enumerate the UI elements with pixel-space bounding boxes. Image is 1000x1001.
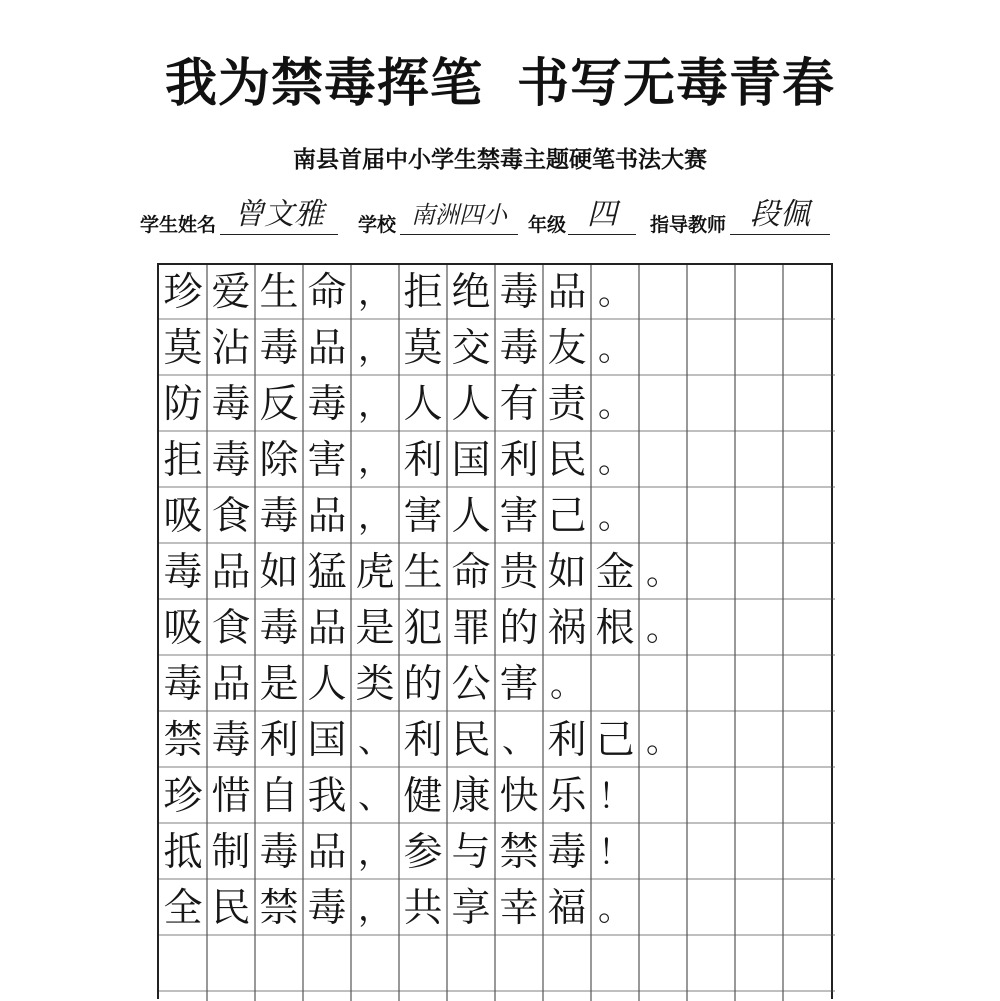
grid-character: 生 (259, 270, 299, 315)
grid-character: 人 (403, 382, 443, 427)
grid-character: 责 (547, 382, 587, 427)
grid-character: 防 (163, 382, 203, 427)
grid-character: 公 (451, 662, 491, 707)
grid-character: 己 (595, 718, 635, 763)
grid-character: 命 (451, 550, 491, 595)
grid-character: ， (358, 329, 392, 369)
grade-value: 四 (568, 196, 636, 235)
grid-character: ， (358, 497, 392, 537)
grid-character: 品 (307, 494, 347, 539)
grid-character: 利 (499, 438, 539, 483)
grid-character: 是 (259, 662, 299, 707)
grid-character: 品 (307, 606, 347, 651)
grid-character: 交 (451, 326, 491, 371)
grid-character: 珍 (163, 774, 203, 819)
grid-character: 猛 (307, 550, 347, 595)
grid-character: 害 (499, 494, 539, 539)
grid-character: 害 (499, 662, 539, 707)
writing-line (159, 769, 835, 825)
grid-character: 、 (358, 721, 392, 761)
grid-character: 。 (598, 889, 632, 929)
grid-character: 幸 (499, 886, 539, 931)
student-info-line (140, 196, 860, 240)
grid-character: 毒 (163, 662, 203, 707)
writing-line (159, 825, 835, 881)
grid-character: 健 (403, 774, 443, 819)
grid-character: 品 (211, 662, 251, 707)
grid-character: 民 (547, 438, 587, 483)
teacher-value: 段佩 (730, 196, 830, 235)
grid-character: 根 (595, 606, 635, 651)
grid-character: 有 (499, 382, 539, 427)
grid-character: 毒 (307, 382, 347, 427)
grid-character: 抵 (163, 830, 203, 875)
grid-character: 毒 (259, 494, 299, 539)
grid-character: 康 (451, 774, 491, 819)
name-value: 曾文雅 (220, 196, 338, 235)
grid-character: 。 (646, 721, 680, 761)
teacher-label: 指导教师 (650, 214, 727, 236)
grid-character: 拒 (403, 270, 443, 315)
grid-character: 毒 (211, 438, 251, 483)
grid-character: 品 (547, 270, 587, 315)
grid-character: 毒 (211, 718, 251, 763)
grid-character: ， (358, 833, 392, 873)
grid-character: 如 (547, 550, 587, 595)
grid-character: 祸 (547, 606, 587, 651)
grid-character: 虎 (355, 550, 395, 595)
grid-character: 禁 (163, 718, 203, 763)
grid-character: 反 (259, 382, 299, 427)
grid-character: 除 (259, 438, 299, 483)
grid-character: 莫 (403, 326, 443, 371)
grid-character: 如 (259, 550, 299, 595)
grid-character: 品 (211, 550, 251, 595)
grid-character: 利 (403, 718, 443, 763)
grid-character: 与 (451, 830, 491, 875)
grid-character: 人 (451, 382, 491, 427)
grid-character: 利 (259, 718, 299, 763)
grid-character: ！ (598, 777, 632, 817)
grid-character: 毒 (499, 270, 539, 315)
grid-character: 。 (646, 609, 680, 649)
grid-character: 乐 (547, 774, 587, 819)
grid-character: 、 (358, 777, 392, 817)
grid-character: 参 (403, 830, 443, 875)
grid-character: 禁 (259, 886, 299, 931)
grid-character: 害 (307, 438, 347, 483)
grid-character: 命 (307, 270, 347, 315)
grid-character: 毒 (259, 326, 299, 371)
grid-character: 人 (451, 494, 491, 539)
writing-grid (157, 263, 833, 999)
grid-character: 国 (451, 438, 491, 483)
writing-line (159, 601, 835, 657)
grid-character: 毒 (211, 382, 251, 427)
grid-character: 的 (403, 662, 443, 707)
grid-character: ！ (598, 833, 632, 873)
writing-line (159, 377, 835, 433)
grid-character: 。 (550, 665, 584, 705)
grid-character: 全 (163, 886, 203, 931)
grid-character: 品 (307, 326, 347, 371)
name-label: 学生姓名 (140, 214, 217, 236)
grid-character: 。 (598, 497, 632, 537)
writing-line (159, 545, 835, 601)
grid-character: 、 (502, 721, 536, 761)
grid-character: 民 (211, 886, 251, 931)
grid-character: ， (358, 385, 392, 425)
grid-character: 己 (547, 494, 587, 539)
writing-line (159, 881, 835, 937)
title-right: 书写无毒青春 (517, 54, 836, 114)
grid-character: 。 (598, 385, 632, 425)
grid-character: 类 (355, 662, 395, 707)
grid-character: 贵 (499, 550, 539, 595)
grid-character: 民 (451, 718, 491, 763)
writing-line (159, 657, 835, 713)
grid-character: ， (358, 441, 392, 481)
grid-character: 品 (307, 830, 347, 875)
grid-character: 吸 (163, 606, 203, 651)
grid-character: 拒 (163, 438, 203, 483)
writing-line (159, 433, 835, 489)
grid-character: 珍 (163, 270, 203, 315)
title-left: 我为禁毒挥笔 (164, 54, 483, 114)
grid-character: 食 (211, 606, 251, 651)
grid-character: 。 (598, 329, 632, 369)
grid-character: 人 (307, 662, 347, 707)
grid-character: 绝 (451, 270, 491, 315)
grid-character: 罪 (451, 606, 491, 651)
grid-character: 毒 (499, 326, 539, 371)
grid-character: 友 (547, 326, 587, 371)
school-label: 学校 (358, 214, 397, 236)
grid-character: 莫 (163, 326, 203, 371)
grid-character: 毒 (547, 830, 587, 875)
grid-character: 我 (307, 774, 347, 819)
grade-label: 年级 (528, 214, 567, 236)
grid-character: 。 (598, 273, 632, 313)
grid-character: 生 (403, 550, 443, 595)
grid-character: 利 (547, 718, 587, 763)
grid-character: 惜 (211, 774, 251, 819)
grid-character: 爱 (211, 270, 251, 315)
grid-character: 享 (451, 886, 491, 931)
grid-character: 的 (499, 606, 539, 651)
writing-line (159, 713, 835, 769)
contest-subtitle: 南县首届中小学生禁毒主题硬笔书法大赛 (293, 147, 707, 173)
grid-character: 利 (403, 438, 443, 483)
grid-character: 是 (355, 606, 395, 651)
grid-character: 。 (598, 441, 632, 481)
school-value: 南洲四小 (400, 196, 518, 235)
grid-character: 制 (211, 830, 251, 875)
writing-line (159, 321, 835, 377)
grid-character: 共 (403, 886, 443, 931)
grid-character: 害 (403, 494, 443, 539)
grid-character: 。 (646, 553, 680, 593)
grid-character: ， (358, 889, 392, 929)
grid-character: 犯 (403, 606, 443, 651)
grid-character: 毒 (259, 830, 299, 875)
grid-character: 禁 (499, 830, 539, 875)
grid-character: 快 (499, 774, 539, 819)
grid-character: 自 (259, 774, 299, 819)
grid-character: 金 (595, 550, 635, 595)
grid-character: 毒 (163, 550, 203, 595)
grid-character: 国 (307, 718, 347, 763)
writing-line (159, 265, 835, 321)
page-title (0, 52, 1000, 116)
grid-character: ， (358, 273, 392, 313)
grid-character: 福 (547, 886, 587, 931)
grid-character: 吸 (163, 494, 203, 539)
grid-character: 毒 (307, 886, 347, 931)
grid-character: 毒 (259, 606, 299, 651)
grid-character: 食 (211, 494, 251, 539)
grid-character: 沾 (211, 326, 251, 371)
writing-line (159, 489, 835, 545)
